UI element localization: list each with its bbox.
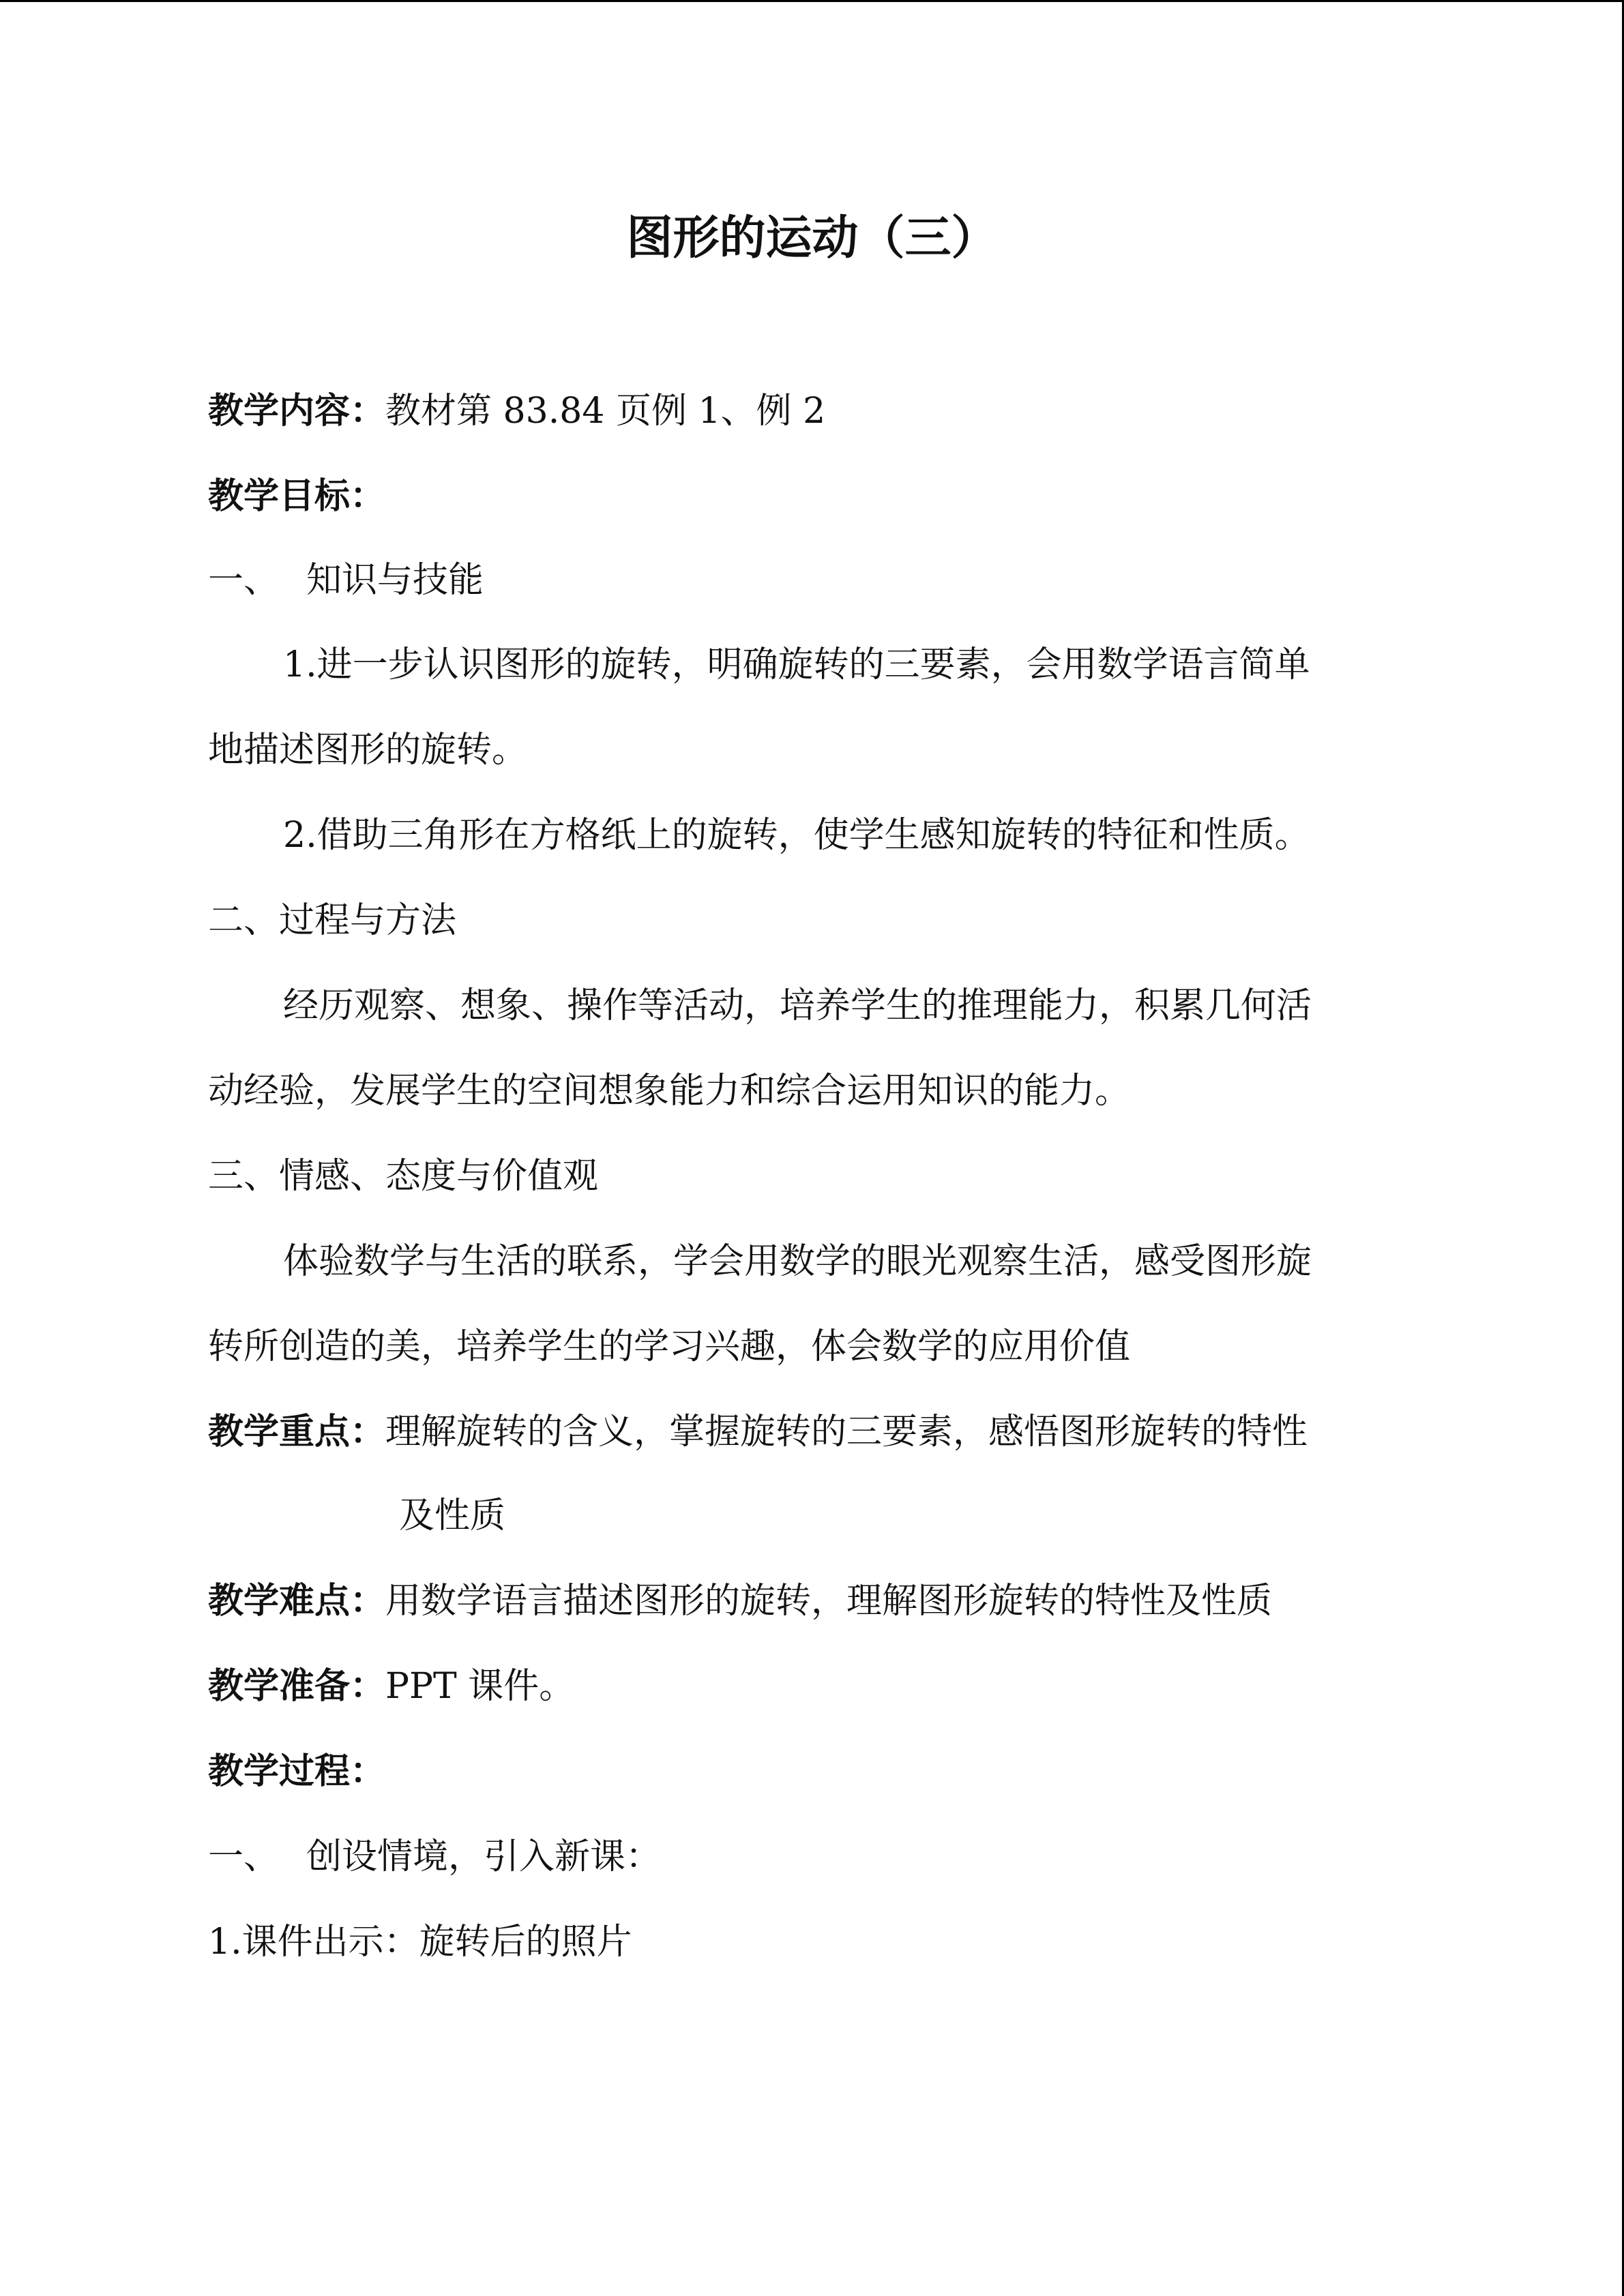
preparation-label: 教学准备： (208, 1666, 386, 1707)
section2-heading: 二、过程与方法 (208, 900, 457, 941)
process-step1-heading: 创设情境，引入新课： (306, 1836, 662, 1877)
section1-heading: 知识与技能 (306, 560, 484, 601)
teaching-content-label: 教学内容： (208, 391, 386, 432)
section3-line1: 体验数学与生活的联系，学会用数学的眼光观察生活，感受图形旋 (283, 1241, 1312, 1282)
key-points-text-line1: 理解旋转的含义，掌握旋转的三要素，感悟图形旋转的特性 (385, 1412, 1308, 1452)
key-points-label: 教学重点： (208, 1412, 386, 1452)
preparation-text: PPT 课件。 (385, 1666, 575, 1707)
teaching-content-line (208, 384, 825, 438)
difficulties-text: 用数学语言描述图形的旋转，理解图形旋转的特性及性质 (385, 1581, 1273, 1622)
section2-line2: 动经验，发展学生的空间想象能力和综合运用知识的能力。 (208, 1071, 1131, 1112)
difficulties-line (208, 1574, 1272, 1628)
process-step1-number: 一、 (208, 1836, 280, 1877)
section1-item2: 2.借助三角形在方格纸上的旋转，使学生感知旋转的特征和性质。 (283, 815, 1310, 856)
key-points-line (208, 1405, 1308, 1459)
process-item1: 1.课件出示：旋转后的照片 (208, 1922, 632, 1963)
section1-number: 一、 (208, 560, 280, 601)
page-title: 图形的运动（三） (626, 211, 998, 265)
objectives-heading-line (208, 469, 385, 524)
section1-heading-line (208, 553, 484, 608)
section1-item1-line2: 地描述图形的旋转。 (208, 730, 528, 771)
process-step1-line (208, 1830, 661, 1884)
section1-item1-line1: 1.进一步认识图形的旋转，明确旋转的三要素，会用数学语言简单 (283, 644, 1310, 685)
page-border-top (0, 0, 1624, 2)
section3-heading: 三、情感、态度与价值观 (208, 1156, 599, 1197)
section2-line1: 经历观察、想象、操作等活动，培养学生的推理能力，积累几何活 (283, 985, 1312, 1026)
section3-line2: 转所创造的美，培养学生的学习兴趣，体会数学的应用价值 (208, 1326, 1131, 1367)
difficulties-label: 教学难点： (208, 1581, 386, 1622)
key-points-text-line2: 及性质 (399, 1495, 506, 1536)
preparation-line (208, 1659, 574, 1714)
process-heading-line (208, 1744, 385, 1799)
objectives-heading: 教学目标： (208, 476, 386, 517)
teaching-content-text: 教材第 83.84 页例 1、例 2 (385, 391, 826, 432)
process-heading: 教学过程： (208, 1751, 386, 1792)
